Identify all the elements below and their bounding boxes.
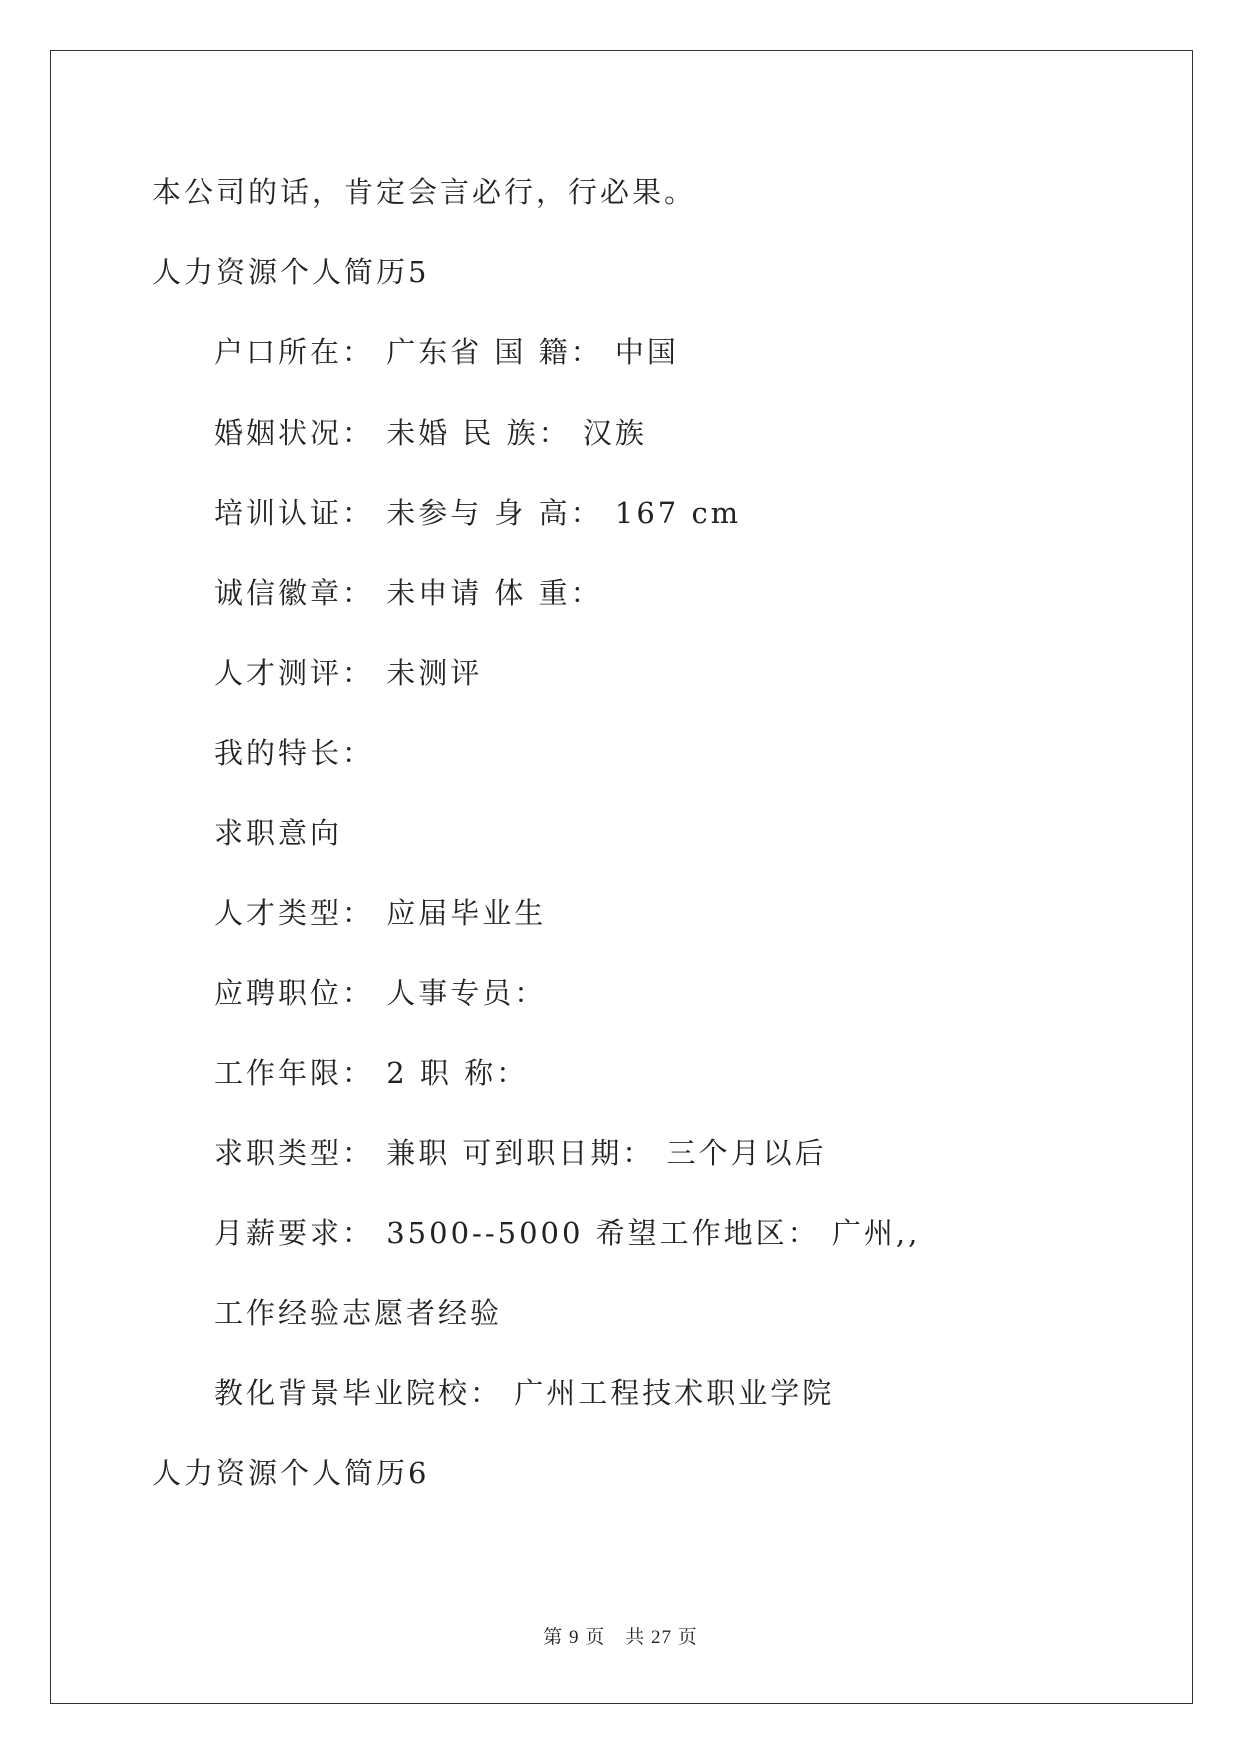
field-talent-type: 人才类型： 应届毕业生 [214, 896, 547, 930]
field-badge-weight: 诚信徽章： 未申请 体 重： [214, 576, 603, 610]
field-job-type-start: 求职类型： 兼职 可到职日期： 三个月以后 [214, 1136, 827, 1170]
section-heading: 人力资源个人简历6 [152, 1456, 430, 1490]
subsection-experience: 工作经验志愿者经验 [214, 1296, 503, 1330]
field-education: 教化背景毕业院校： 广州工程技术职业学院 [214, 1376, 835, 1410]
field-position: 应聘职位： 人事专员： [214, 976, 547, 1010]
field-assessment: 人才测评： 未测评 [214, 656, 483, 690]
body-text-line: 本公司的话，肯定会言必行，行必果。 [152, 175, 697, 209]
field-salary-location: 月薪要求： 3500--5000 希望工作地区： 广州,, [214, 1216, 921, 1250]
subsection-job-intention: 求职意向 [214, 816, 343, 850]
field-hukou-nationality: 户口所在： 广东省 国 籍： 中国 [214, 335, 679, 369]
section-heading: 人力资源个人简历5 [152, 255, 430, 289]
field-specialty: 我的特长： [214, 736, 375, 770]
field-years-title: 工作年限： 2 职 称： [214, 1056, 529, 1090]
field-training-height: 培训认证： 未参与 身 高： 167 cm [214, 496, 742, 530]
field-marital-ethnicity: 婚姻状况： 未婚 民 族： 汉族 [214, 416, 647, 450]
page-number-footer: 第 9 页 共 27 页 [543, 1627, 698, 1648]
